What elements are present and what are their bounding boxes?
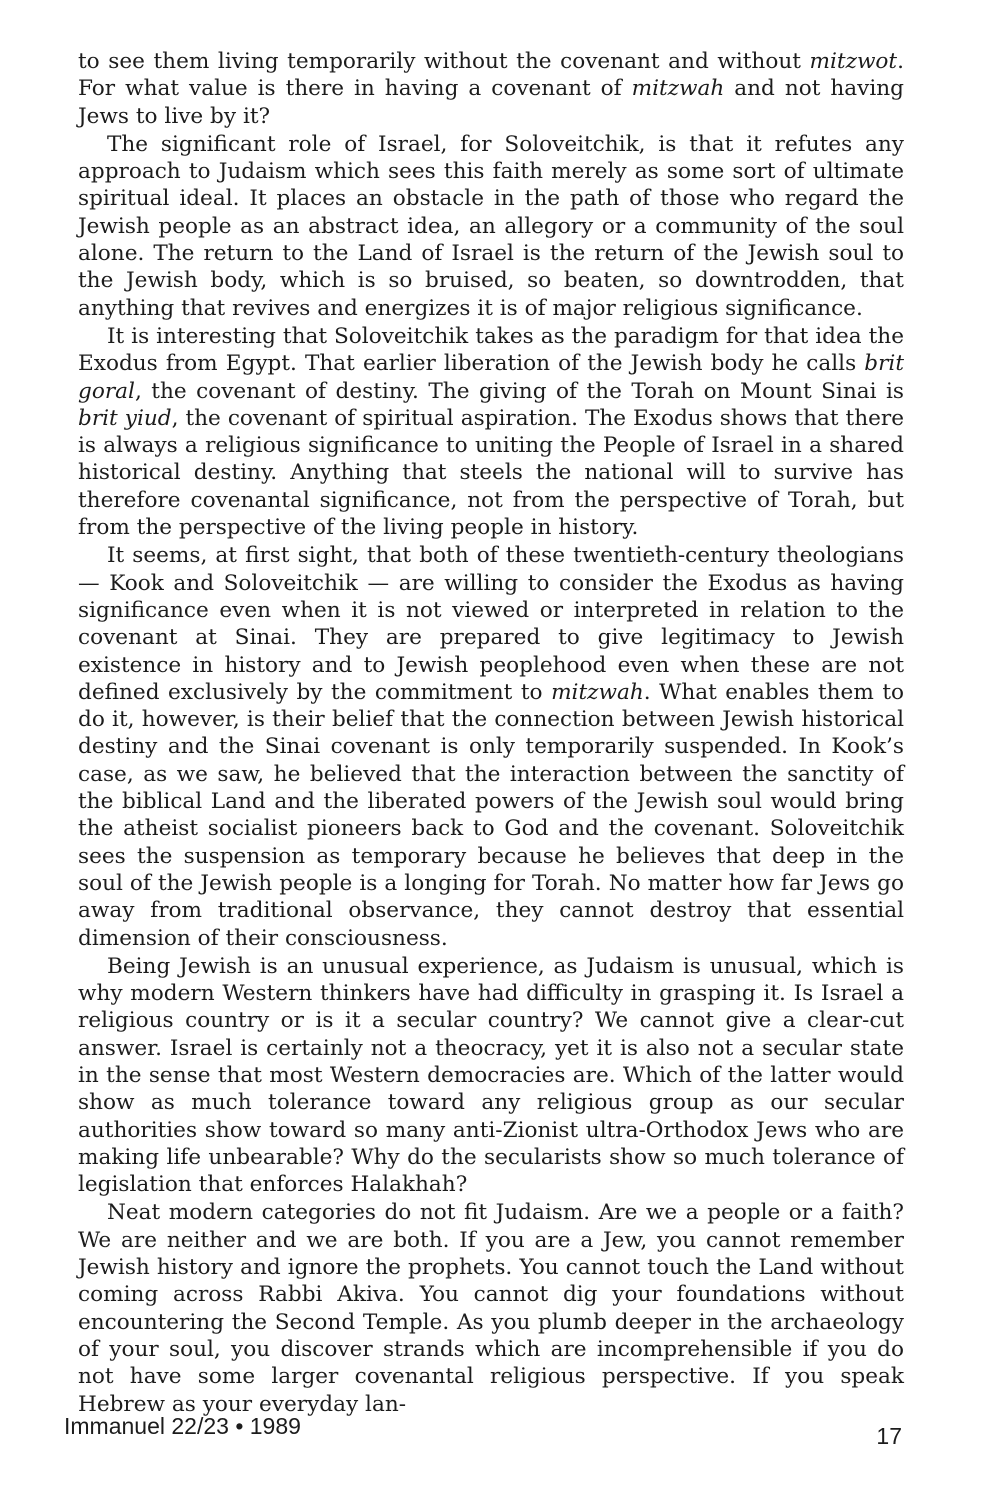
- page-number: 17: [876, 1423, 902, 1449]
- paragraph: [78, 953, 904, 1199]
- text-run: It is interesting that Soloveitchik takes as the paradigm for that idea the Exodus from Egypt. That earlier liberation of the Jewish body he calls: [78, 323, 904, 377]
- italic-term: brit yiud: [78, 405, 172, 431]
- text-run: and not having Jews to live by it?: [78, 76, 905, 129]
- journal-citation: Immanuel 22/23 • 1989: [64, 1413, 301, 1439]
- text-run: Neat modern categories do not fit Judaism. Are we a people or a faith? We are neither and we are both. If you are a Jew, you cannot remember Jewish history and ignore the prophets. You cannot touch the Land without coming across Rabbi Akiva. You cannot dig your foundations without encountering the Second Temple. As you plumb deeper in the archaeology of your soul, you discover strands which are incomprehensible if you do not have some larger covenantal religious perspective. If you speak Hebrew as your everyday lan-: [78, 1200, 904, 1417]
- text-run: , the covenant of destiny. The giving of the Torah on Mount Sinai is: [134, 378, 904, 404]
- text-run: . What enables them to do it, however, is their belief that the connection between Jewish historical destiny and the Sinai covenant is only temporarily suspended. In Kook’s case, as we saw, he believed that the interaction between the sanctity of the biblical Land and the liberated powers of the Jewish soul would bring the atheist socialist pioneers back to God and the covenant. Soloveitchik sees the suspension as temporary because he believes that deep in the soul of the Jewish people is a longing for Torah. No matter how far Jews go away from traditional observance, they cannot destroy that essential dimension of their consciousness.: [78, 679, 904, 951]
- text-run: . For what value is there in having a covenant of: [78, 49, 904, 102]
- paragraph: [78, 542, 904, 951]
- italic-term: brit goral: [78, 351, 904, 404]
- italic-term: mitzwot: [809, 49, 898, 74]
- text-run: , the covenant of spiritual aspiration. The Exodus shows that there is always a religious significance to uniting the People of Israel in a shared historical destiny. Anything that steels the national will to survive has therefore covenantal significance, not from the perspective of Torah, but from the perspective of the living people in history.: [78, 405, 904, 541]
- body-text: [78, 48, 904, 1418]
- text-run: to see them living temporarily without the covenant and without: [78, 49, 810, 74]
- text-run: Being Jewish is an unusual experience, as Judaism is unusual, which is why modern Western thinkers have had difficulty in grasping it. Is Israel a religious country or is it a secular country? We cannot give a clear-cut answer. Israel is certainly not a theocracy, yet it is also not a secular state in the sense that most Western democracies are. Which of the latter would show as much tolerance toward any religious group as our secular authorities show toward so many anti-Zionist ultra-Orthodox Jews who are making life unbearable? Why do the secularists show so much tolerance of legislation that enforces Halakhah?: [78, 953, 904, 1198]
- italic-term: mitzwah: [551, 679, 644, 705]
- paragraph: [78, 48, 904, 130]
- paragraph: [78, 1199, 904, 1417]
- text-run: It seems, at first sight, that both of these twentieth-century theologians — Kook and Soloveitchik — are willing to consider the Exodus as having significance even when it is not viewed or interpreted in relation to the covenant at Sinai. They are prepared to give legitimacy to Jewish existence in history and to Jewish peoplehood even when these are not defined exclusively by the commitment to: [78, 543, 904, 705]
- paragraph: [78, 323, 904, 541]
- paragraph: [78, 131, 904, 322]
- text-run: The significant role of Israel, for Soloveitchik, is that it refutes any approach to Judaism which sees this faith merely as some sort of ultimate spiritual ideal. It places an obstacle in the path of those who regard the Jewish people as an abstract idea, an allegory or a community of the soul alone. The return to the Land of Israel is the return of the Jewish soul to the Jewish body, which is so bruised, so beaten, so downtrodden, that anything that revives and energizes it is of major religious significance.: [78, 131, 904, 321]
- italic-term: mitzwah: [631, 76, 725, 102]
